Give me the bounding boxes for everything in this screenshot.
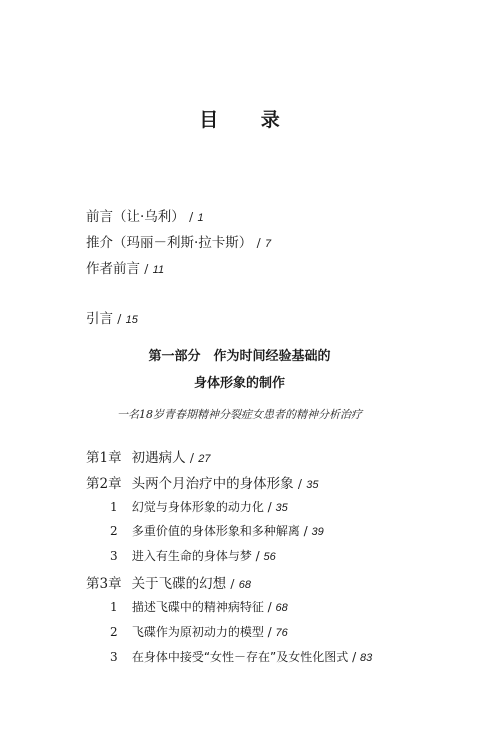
section-title: 在身体中接受“女性－存在”及女性化图式 [131, 650, 349, 664]
entry-label: 推介（玛丽－利斯·拉卡斯） [86, 235, 253, 251]
toc-entry-introduction[interactable] [86, 307, 138, 327]
toc-section-3-3[interactable] [110, 648, 372, 665]
toc-entry-chapter-2[interactable] [86, 472, 318, 492]
toc-entry-author-preface[interactable] [86, 257, 164, 277]
page-number: 15 [125, 314, 138, 326]
toc-entry-recommendation[interactable] [86, 231, 271, 251]
section-title: 飞碟作为原初动力的模型 [131, 625, 264, 639]
chapter-label: 第3章 [86, 576, 122, 592]
entry-label: 前言（让·乌利） [86, 209, 185, 225]
section-number: 2 [110, 625, 118, 639]
toc-entry-chapter-3[interactable] [86, 572, 251, 592]
separator: / [352, 650, 357, 664]
page-number: 39 [311, 526, 324, 538]
page-number: 76 [275, 627, 288, 639]
chapter-title: 初遇病人 [131, 450, 186, 466]
toc-section-3-2[interactable] [110, 623, 288, 640]
page-number: 35 [306, 479, 319, 491]
page-number: 68 [275, 602, 288, 614]
toc-section-3-1[interactable] [110, 598, 288, 615]
page-title: 目 录 [199, 109, 298, 131]
page-number: 56 [263, 551, 276, 563]
toc-entry-preface[interactable] [86, 205, 204, 225]
section-number: 3 [110, 549, 118, 563]
toc-section-2-2[interactable] [110, 522, 324, 539]
separator: / [267, 625, 272, 639]
section-title: 描述飞碟中的精神病特征 [131, 600, 264, 614]
section-number: 2 [110, 524, 118, 538]
page-number: 83 [359, 652, 373, 664]
separator: / [256, 236, 261, 250]
page-number: 11 [152, 264, 165, 276]
separator: / [255, 549, 260, 563]
separator: / [297, 477, 302, 491]
section-number: 1 [110, 500, 118, 514]
chapter-label: 第2章 [86, 476, 122, 492]
chapter-title: 关于飞碟的幻想 [131, 576, 227, 592]
separator: / [117, 312, 122, 326]
section-number: 1 [110, 600, 118, 614]
toc-entry-chapter-1[interactable] [86, 446, 210, 466]
chapter-title: 头两个月治疗中的身体形象 [131, 476, 294, 492]
section-title: 幻觉与身体形象的动力化 [131, 500, 264, 514]
page-number: 27 [198, 453, 211, 465]
toc-section-2-3[interactable] [110, 547, 276, 564]
separator: / [267, 600, 272, 614]
separator: / [189, 451, 194, 465]
entry-label: 作者前言 [86, 261, 140, 277]
separator: / [144, 262, 149, 276]
entry-label: 引言 [86, 311, 113, 327]
part-subtitle: 一名18岁青春期精神分裂症女患者的精神分析治疗 [117, 408, 362, 421]
separator: / [267, 500, 272, 514]
page-number: 35 [275, 502, 288, 514]
chapter-label: 第1章 [86, 450, 122, 466]
section-number: 3 [110, 650, 118, 664]
separator: / [303, 524, 308, 538]
page-number: 7 [264, 238, 272, 250]
separator: / [189, 210, 194, 224]
page-number: 1 [197, 212, 204, 224]
page-number: 68 [238, 579, 251, 591]
part-title-line2: 身体形象的制作 [193, 376, 285, 391]
section-title: 多重价值的身体形象和多种解离 [131, 524, 300, 538]
section-title: 进入有生命的身体与梦 [131, 549, 252, 563]
separator: / [230, 577, 235, 591]
toc-section-2-1[interactable] [110, 498, 288, 515]
part-title-line1: 第一部分 作为时间经验基础的 [148, 349, 331, 364]
